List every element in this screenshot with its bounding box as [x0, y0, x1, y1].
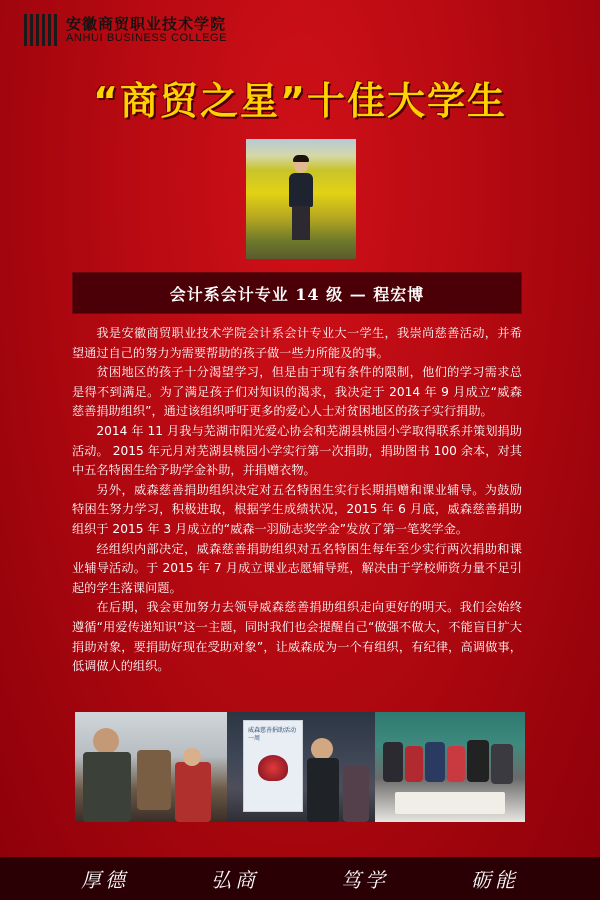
- paragraph: 在后期，我会更加努力去领导威森慈善捐助组织走向更好的明天。我们会始终遵循“用爱传递知识”这一主题，同时我们也会提醒自己“做强不做大，不能盲目扩大捐助对象，要捐助好现在受助对象”，让威森成为一个有组织，有纪律，高调做事，低调做人的组织。: [72, 600, 522, 674]
- footer-motto-bar: [0, 857, 600, 900]
- school-name: [66, 16, 227, 45]
- student-portrait: [246, 139, 356, 259]
- school-name-cn: 安徽商贸职业技术学院: [66, 14, 227, 33]
- paragraph: 另外，威森慈善捐助组织决定对五名特困生实行长期捐赠和课业辅导。为鼓励特困生努力学习，积极进取，根据学生成绩状况，2015 年 6 月底，威森慈善捐助组织于 2015 年 3 月成立的“威森一羽励志奖学金”发放了第一笔奖学金。: [72, 482, 522, 536]
- activity-photo-donation: [75, 712, 227, 822]
- activity-photo-group: [375, 712, 525, 822]
- motto-item: 厚德: [81, 868, 129, 892]
- paragraph: 经组织内部决定，威森慈善捐助组织对五名特困生每年至少实行两次捐助和课业辅导活动。于 2015 年 7 月成立课业志愿辅导班，解决由于学校师资力量不足引起的学生落课问题。: [72, 541, 522, 595]
- paragraph: 贫困地区的孩子十分渴望学习，但是由于现有条件的限制，他们的学习需求总是得不到满足。为了满足孩子们对知识的渴求，我决定于 2014 年 9 月成立“威森慈善捐助组织”，通过该组织呼吁更多的爱心人士对贫困地区的孩子实行捐助。: [72, 365, 522, 419]
- motto-item: 弘商: [211, 868, 259, 892]
- paragraph: 2014 年 11 月我与芜湖市阳光爱心协会和芜湖县桃园小学取得联系并策划捐助活动。 2015 年元月对芜湖县桃园小学实行第一次捐助，捐助图书 100 余本，对其中五名特困生给予助学金补助，并捐赠衣物。: [72, 423, 522, 478]
- activity-photo-banner: [227, 712, 375, 822]
- story-text: [72, 324, 522, 677]
- student-subtitle: 会计系会计专业 14 级 — 程宏博: [169, 284, 425, 304]
- activity-photos: [75, 712, 525, 822]
- motto-item: 砺能: [471, 868, 519, 892]
- school-name-en: ANHUI BUSINESS COLLEGE: [66, 32, 228, 45]
- poster-title: “商贸之星”十佳大学生: [93, 79, 507, 123]
- subtitle-bar: [72, 272, 522, 314]
- school-emblem-icon: [20, 10, 60, 50]
- motto-item: 笃学: [341, 868, 389, 892]
- heart-icon: [258, 755, 288, 781]
- paragraph: 我是安徽商贸职业技术学院会计系会计专业大一学生，我崇尚慈善活动，并希望通过自己的努力为需要帮助的孩子做一些力所能及的事。: [72, 326, 522, 360]
- banner-caption: 威森慈善捐助活动一周: [248, 727, 297, 742]
- student-figure: [286, 157, 316, 242]
- charity-banner: [243, 720, 303, 812]
- school-logo: [20, 10, 227, 50]
